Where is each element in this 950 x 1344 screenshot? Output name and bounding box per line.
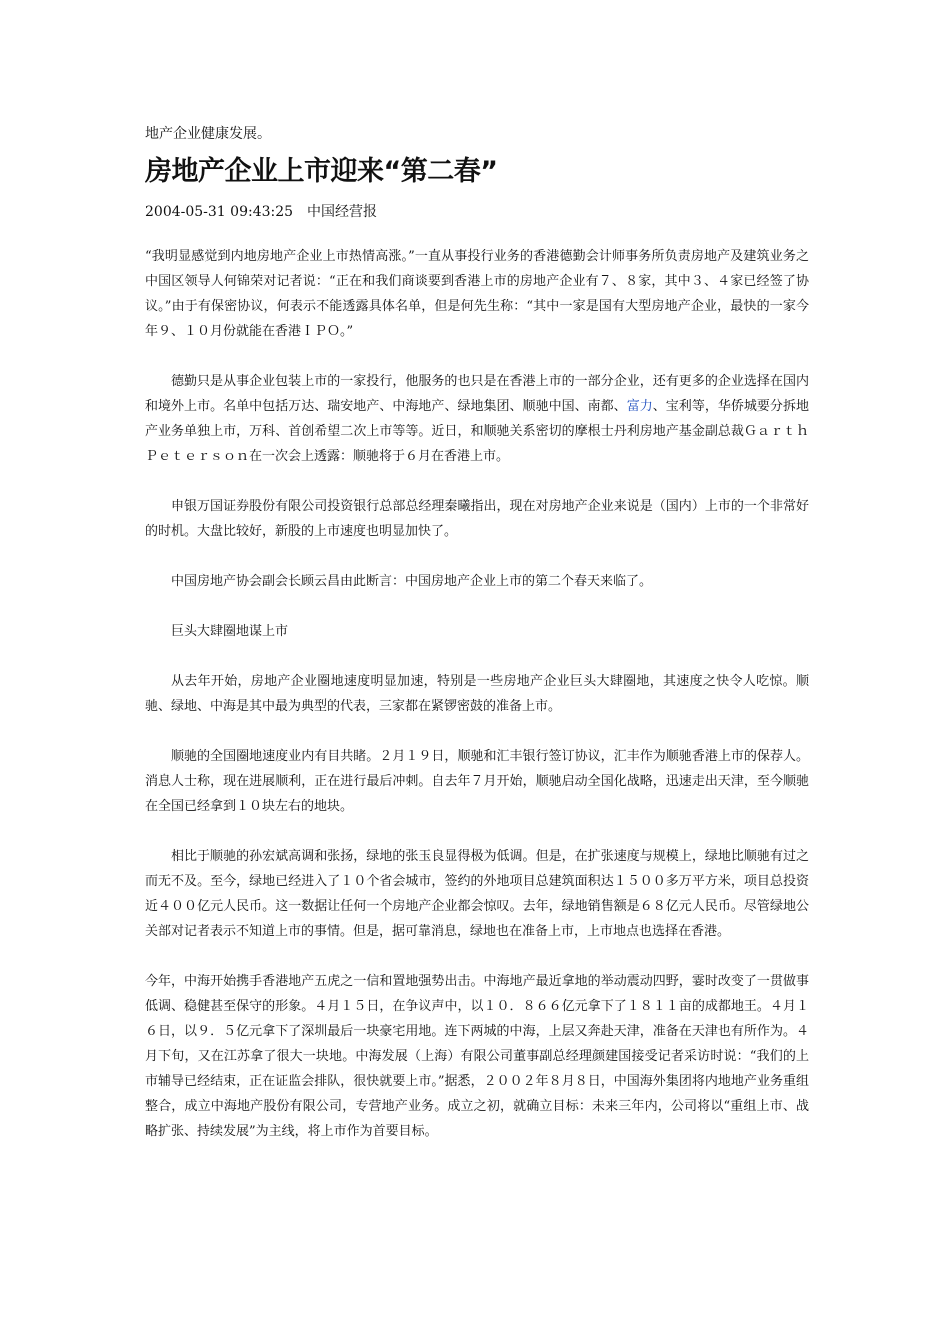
article-title: 房地产企业上市迎来“第二春” xyxy=(145,156,498,187)
paragraph-6: 从去年开始，房地产企业圈地速度明显加速，特别是一些房地产企业巨头大肆圈地，其速度之快令人吃惊。顺驰、绿地、中海是其中最为典型的代表，三家都在紧锣密鼓的准备上市。 xyxy=(145,674,809,714)
paragraph-1: “我明显感觉到内地房地产企业上市热情高涨。”一直从事投行业务的香港德勤会计师事务所负责房地产及建筑业务之中国区领导人何锦荣对记者说：“正在和我们商谈要到香港上市的房地产企业有７、８家，其中３、４家已经签了协议。”由于有保密协议，何表示不能透露具体名单，但是何先生称：“其中一家是国有大型房地产企业，最快的一家今年９、１０月份就能在香港ＩＰＯ。” xyxy=(145,249,809,339)
paragraph-7: 顺驰的全国圈地速度业内有目共睹。２月１９日，顺驰和汇丰银行签订协议，汇丰作为顺驰香港上市的保荐人。消息人士称，现在进展顺利，正在进行最后冲刺。自去年７月开始，顺驰启动全国化战略，迅速走出天津，至今顺驰在全国已经拿到１０块左右的地块。 xyxy=(145,749,809,814)
publication-source: 中国经营报 xyxy=(307,204,378,220)
paragraph-8: 相比于顺驰的孙宏斌高调和张扬，绿地的张玉良显得极为低调。但是，在扩张速度与规模上，绿地比顺驰有过之而无不及。至今，绿地已经进入了１０个省会城市，签约的外地项目总建筑面积达１５００多万平方米，项目总投资近４００亿元人民币。这一数据让任何一个房地产企业都会惊叹。去年，绿地销售额是６８亿元人民币。尽管绿地公关部对记者表示不知道上市的事情。但是，据可靠消息，绿地也在准备上市，上市地点也选择在香港。 xyxy=(145,849,809,939)
paragraph-2 xyxy=(145,369,809,469)
article-meta xyxy=(145,202,377,222)
previous-text-line: 地产企业健康发展。 xyxy=(145,126,271,142)
paragraph-4: 中国房地产协会副会长顾云昌由此断言：中国房地产企业上市的第二个春天来临了。 xyxy=(171,574,653,589)
paragraph-9: 今年，中海开始携手香港地产五虎之一信和置地强势出击。中海地产最近拿地的举动震动四野，霎时改变了一贯做事低调、稳健甚至保守的形象。４月１５日，在争议声中，以１０．８６６亿元拿下了１８１１亩的成都地王。４月１６日，以９．５亿元拿下了深圳最后一块豪宅用地。连下两城的中海，上层又奔赴天津，准备在天津也有所作为。４月下旬，又在江苏拿了很大一块地。中海发展（上海）有限公司董事副总经理颜建国接受记者采访时说：“我们的上市辅导已经结束，正在证监会排队，很快就要上市。”据悉，２００２年８月８日，中国海外集团将内地地产业务重组整合，成立中海地产股份有限公司，专营地产业务。成立之初，就确立目标：未来三年内，公司将以“重组上市、战略扩张、持续发展”为主线，将上市作为首要目标。 xyxy=(145,974,809,1139)
publish-date: 2004-05-31 09:43:25 xyxy=(145,204,294,220)
paragraph-3: 申银万国证券股份有限公司投资银行总部总经理秦曦指出，现在对房地产企业来说是（国内）上市的一个非常好的时机。大盘比较好，新股的上市速度也明显加快了。 xyxy=(145,499,809,539)
section-subheading: 巨头大肆圈地谋上市 xyxy=(171,624,289,639)
paragraph-2-end: 、宝利等，华侨城要分拆地产业务单独上市，万科、首创希望二次上市等等。近日，和顺驰关系密切的摩根士丹利房地产基金副总裁Ｇａｒｔｈ Ｐｅｔｅｒｓｏｎ在一次会上透露：顺驰将于６月在香港上市。 xyxy=(145,399,809,464)
fuli-link[interactable]: 富力 xyxy=(626,399,653,414)
paragraph-2-start: 德勤只是从事企业包装上市的一家投行，他服务的也只是在香港上市的一部分企业，还有更多的企业选择在国内和境外上市。名单中包括万达、瑞安地产、中海地产、绿地集团、顺驰中国、南都、 xyxy=(145,374,809,414)
article-body xyxy=(145,244,809,1144)
